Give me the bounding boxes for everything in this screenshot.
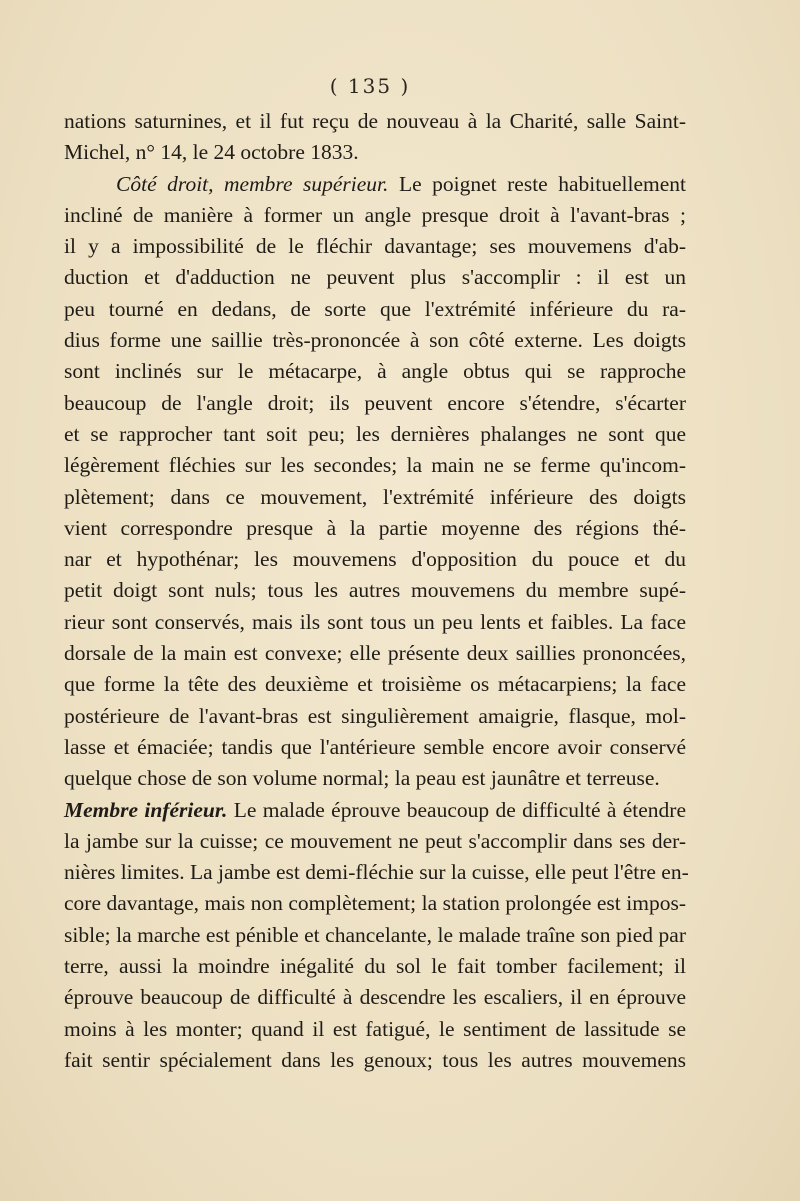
text-line: sont inclinés sur le métacarpe, à angle obtus qui se rapproche [64,359,686,384]
paragraph-heading-line [64,169,686,200]
text-line: duction et d'adduction ne peuvent plus s'accomplir : il est un [64,265,686,290]
text-line: vient correspondre presque à la partie moyenne des régions thé- [64,515,686,540]
text-line: que forme la tête des deuxième et troisième os métacarpiens; la face [64,672,686,697]
text-fragment: Le poignet reste habituellement [388,171,687,196]
text-line: Michel, n° 14, le 24 octobre 1833. [64,140,359,165]
text-line: quelque chose de son volume normal; la peau est jaunâtre et terreuse. [64,766,660,791]
text-line: et se rapprocher tant soit peu; les dernières phalanges ne sont que [64,421,686,446]
text-line: fait sentir spécialement dans les genoux; tous les autres mouvemens [64,1047,686,1072]
text-line: terre, aussi la moindre inégalité du sol le fait tomber facilement; il [64,954,686,979]
text-line: dius forme une saillie très-prononcée à son côté externe. Les doigts [64,328,686,353]
text-line: légèrement fléchies sur les secondes; la main ne se ferme qu'incom- [64,453,686,478]
text-line: nations saturnines, et il fut reçu de nouveau à la Charité, salle Saint- [64,109,686,133]
text-line: éprouve beaucoup de difficulté à descendre les escaliers, il en éprouve [64,985,686,1010]
text-line: core davantage, mais non complètement; la station prolongée est impos- [64,891,686,916]
text-line: incliné de manière à former un angle presque droit à l'avant-bras ; [64,202,686,227]
text-line: postérieure de l'avant-bras est singulièrement amaigrie, flasque, mol- [64,703,686,728]
text-line: moins à les monter; quand il est fatigué, le sentiment de lassitude se [64,1016,686,1041]
paragraph-heading-line [64,795,686,826]
section-heading-lower: Membre inférieur. [64,797,228,822]
section-heading-right-upper: Côté droit, membre supérieur. [116,171,389,196]
text-line: beaucoup de l'angle droit; ils peuvent encore s'étendre, s'écarter [64,390,686,415]
page-number: ( 135 ) [329,74,411,98]
text-line: nières limites. La jambe est demi-fléchie sur la cuisse, elle peut l'être en- [64,860,689,885]
text-line: rieur sont conservés, mais ils sont tous un peu lents et faibles. La face [64,609,686,634]
text-line: il y a impossibilité de le fléchir davantage; ses mouvemens d'ab- [64,234,686,259]
text-line: sible; la marche est pénible et chancelante, le malade traîne son pied par [64,922,686,947]
text-line: lasse et émaciée; tandis que l'antérieure semble encore avoir conservé [64,734,686,759]
text-line: nar et hypothénar; les mouvemens d'opposition du pouce et du [64,547,686,572]
text-line: peu tourné en dedans, de sorte que l'extrémité inférieure du ra- [64,296,686,321]
body-text [64,106,689,1076]
text-line: dorsale de la main est convexe; elle présente deux saillies prononcées, [64,641,686,666]
text-line: plètement; dans ce mouvement, l'extrémité inférieure des doigts [64,484,686,509]
text-line: petit doigt sont nuls; tous les autres mouvemens du membre supé- [64,578,686,603]
text-fragment: Le malade éprouve beaucoup de difficulté à étendre [227,797,686,822]
text-line: la jambe sur la cuisse; ce mouvement ne peut s'accomplir dans ses der- [64,828,686,853]
